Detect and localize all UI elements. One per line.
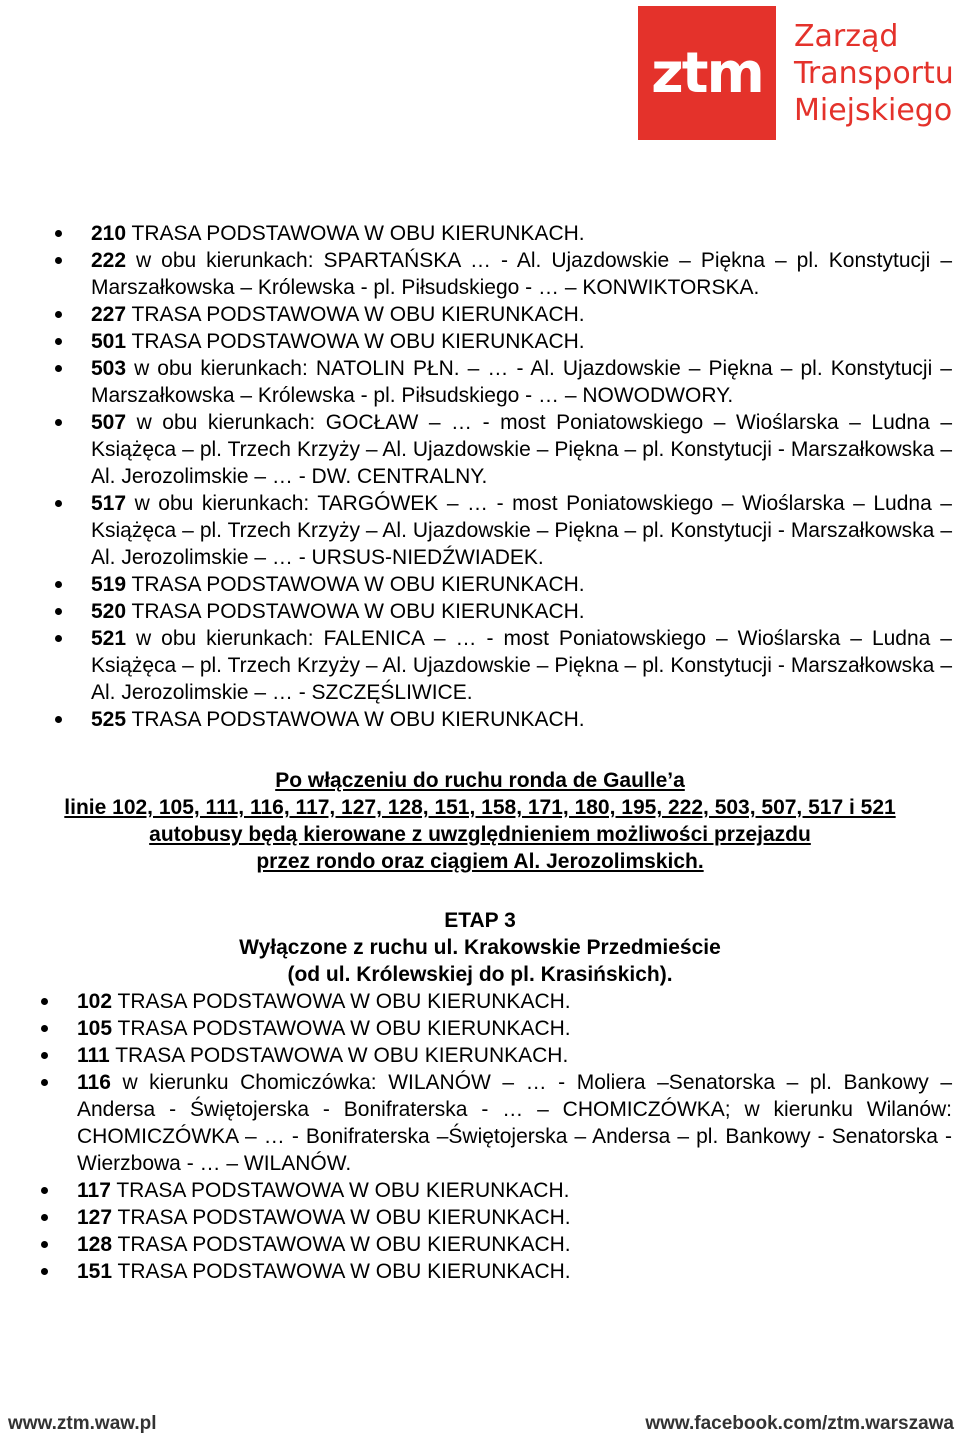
route-number: 222 xyxy=(91,249,127,272)
route-description: TRASA PODSTAWOWA W OBU KIERUNKACH. xyxy=(117,1206,571,1229)
stage-title: ETAP 3 xyxy=(444,909,516,932)
ztm-logo xyxy=(638,6,954,140)
route-number: 520 xyxy=(91,600,127,623)
route-number: 507 xyxy=(91,411,127,434)
route-number: 151 xyxy=(77,1260,113,1283)
page-footer xyxy=(0,1413,960,1437)
route-item xyxy=(0,220,960,247)
stage-line: (od ul. Królewskiej do pl. Krasińskich). xyxy=(287,963,673,986)
route-description: w obu kierunkach: FALENICA – … - most Poniatowskiego – Wioślarska – Ludna – Książęca – pl. Trzech Krzyży – Al. Ujazdowskie – Piękna – pl. Konstytucji - Marszałkowska – Al. Jerozolimskie – … - SZCZĘŚLIWICE. xyxy=(91,627,952,704)
route-description: w obu kierunkach: GOCŁAW – … - most Poniatowskiego – Wioślarska – Ludna – Książęca – pl. Trzech Krzyży – Al. Ujazdowskie – Piękna – pl. Konstytucji - Marszałkowska – Al. Jerozolimskie – … - DW. CENTRALNY. xyxy=(91,411,952,488)
route-number: 521 xyxy=(91,627,127,650)
document-body xyxy=(0,220,960,1285)
route-item xyxy=(0,571,960,598)
route-item xyxy=(0,1015,960,1042)
route-item xyxy=(0,355,960,409)
website-link[interactable]: www.ztm.waw.pl xyxy=(8,1413,157,1434)
route-item xyxy=(0,1069,960,1177)
logo-line: Transportu xyxy=(794,56,954,91)
facebook-link[interactable]: www.facebook.com/ztm.warszawa xyxy=(645,1413,954,1434)
route-number: 105 xyxy=(77,1017,113,1040)
route-number: 102 xyxy=(77,990,113,1013)
route-number: 525 xyxy=(91,708,127,731)
route-number: 501 xyxy=(91,330,127,353)
route-item xyxy=(0,625,960,706)
route-description: TRASA PODSTAWOWA W OBU KIERUNKACH. xyxy=(117,990,571,1013)
route-description: TRASA PODSTAWOWA W OBU KIERUNKACH. xyxy=(116,1179,570,1202)
ztm-logo-name xyxy=(794,18,954,129)
route-description: TRASA PODSTAWOWA W OBU KIERUNKACH. xyxy=(131,708,585,731)
route-number: 117 xyxy=(77,1179,111,1202)
route-item xyxy=(0,598,960,625)
route-description: TRASA PODSTAWOWA W OBU KIERUNKACH. xyxy=(117,1260,571,1283)
route-number: 227 xyxy=(91,303,127,326)
route-description: TRASA PODSTAWOWA W OBU KIERUNKACH. xyxy=(117,1017,571,1040)
route-item xyxy=(0,301,960,328)
route-number: 111 xyxy=(77,1044,110,1067)
roundabout-notice xyxy=(0,767,960,875)
route-description: TRASA PODSTAWOWA W OBU KIERUNKACH. xyxy=(131,222,585,245)
route-item xyxy=(0,490,960,571)
route-number: 503 xyxy=(91,357,127,380)
route-item xyxy=(0,328,960,355)
notice-line: przez rondo oraz ciągiem Al. Jerozolimskich. xyxy=(256,850,704,873)
route-description: TRASA PODSTAWOWA W OBU KIERUNKACH. xyxy=(131,573,585,596)
route-description: w obu kierunkach: SPARTAŃSKA … - Al. Ujazdowskie – Piękna – pl. Konstytucji – Marszałkowska – Królewska - pl. Piłsudskiego - … – KONWIKTORSKA. xyxy=(91,249,952,299)
route-description: w obu kierunkach: TARGÓWEK – … - most Poniatowskiego – Wioślarska – Ludna – Książęca – pl. Trzech Krzyży – Al. Ujazdowskie – Piękna – pl. Konstytucji - Marszałkowska – Al. Jerozolimskie – … - URSUS-NIEDŹWIADEK. xyxy=(91,492,952,569)
ztm-logo-mark: ztm xyxy=(638,6,776,140)
route-item xyxy=(0,247,960,301)
route-item xyxy=(0,409,960,490)
route-number: 128 xyxy=(77,1233,113,1256)
route-description: TRASA PODSTAWOWA W OBU KIERUNKACH. xyxy=(131,303,585,326)
stage-line: Wyłączone z ruchu ul. Krakowskie Przedmieście xyxy=(239,936,721,959)
route-item xyxy=(0,988,960,1015)
route-item xyxy=(0,1204,960,1231)
route-number: 127 xyxy=(77,1206,113,1229)
route-item xyxy=(0,1258,960,1285)
logo-line: Miejskiego xyxy=(794,93,953,128)
route-number: 210 xyxy=(91,222,127,245)
route-description: TRASA PODSTAWOWA W OBU KIERUNKACH. xyxy=(131,330,585,353)
route-item xyxy=(0,706,960,733)
route-list-stage2 xyxy=(0,220,960,733)
notice-line: Po włączeniu do ruchu ronda de Gaulle’a xyxy=(275,769,685,792)
route-description: TRASA PODSTAWOWA W OBU KIERUNKACH. xyxy=(117,1233,571,1256)
route-number: 519 xyxy=(91,573,127,596)
route-item xyxy=(0,1231,960,1258)
route-description: TRASA PODSTAWOWA W OBU KIERUNKACH. xyxy=(115,1044,569,1067)
route-item xyxy=(0,1177,960,1204)
route-number: 517 xyxy=(91,492,127,515)
route-description: w kierunku Chomiczówka: WILANÓW – … - Moliera –Senatorska – pl. Bankowy – Andersa - Świętojerska - Bonifraterska - … – CHOMICZÓWKA; w kierunku Wilanów: CHOMICZÓWKA – … - Bonifraterska –Świętojerska – Andersa – pl. Bankowy - Senatorska - Wierzbowa - … – WILANÓW. xyxy=(77,1071,952,1175)
notice-line: linie 102, 105, 111, 116, 117, 127, 128, 151, 158, 171, 180, 195, 222, 503, 507, 517 i 521 xyxy=(64,796,896,819)
logo-line: Zarząd xyxy=(794,19,899,54)
route-list-stage3 xyxy=(0,988,960,1285)
route-description: w obu kierunkach: NATOLIN PŁN. – … - Al. Ujazdowskie – Piękna – pl. Konstytucji – Marszałkowska – Królewska - pl. Piłsudskiego - … – NOWODWORY. xyxy=(91,357,952,407)
route-number: 116 xyxy=(77,1071,111,1094)
route-item xyxy=(0,1042,960,1069)
notice-line: autobusy będą kierowane z uwzględnieniem możliwości przejazdu xyxy=(149,823,811,846)
route-description: TRASA PODSTAWOWA W OBU KIERUNKACH. xyxy=(131,600,585,623)
stage-heading xyxy=(0,907,960,988)
